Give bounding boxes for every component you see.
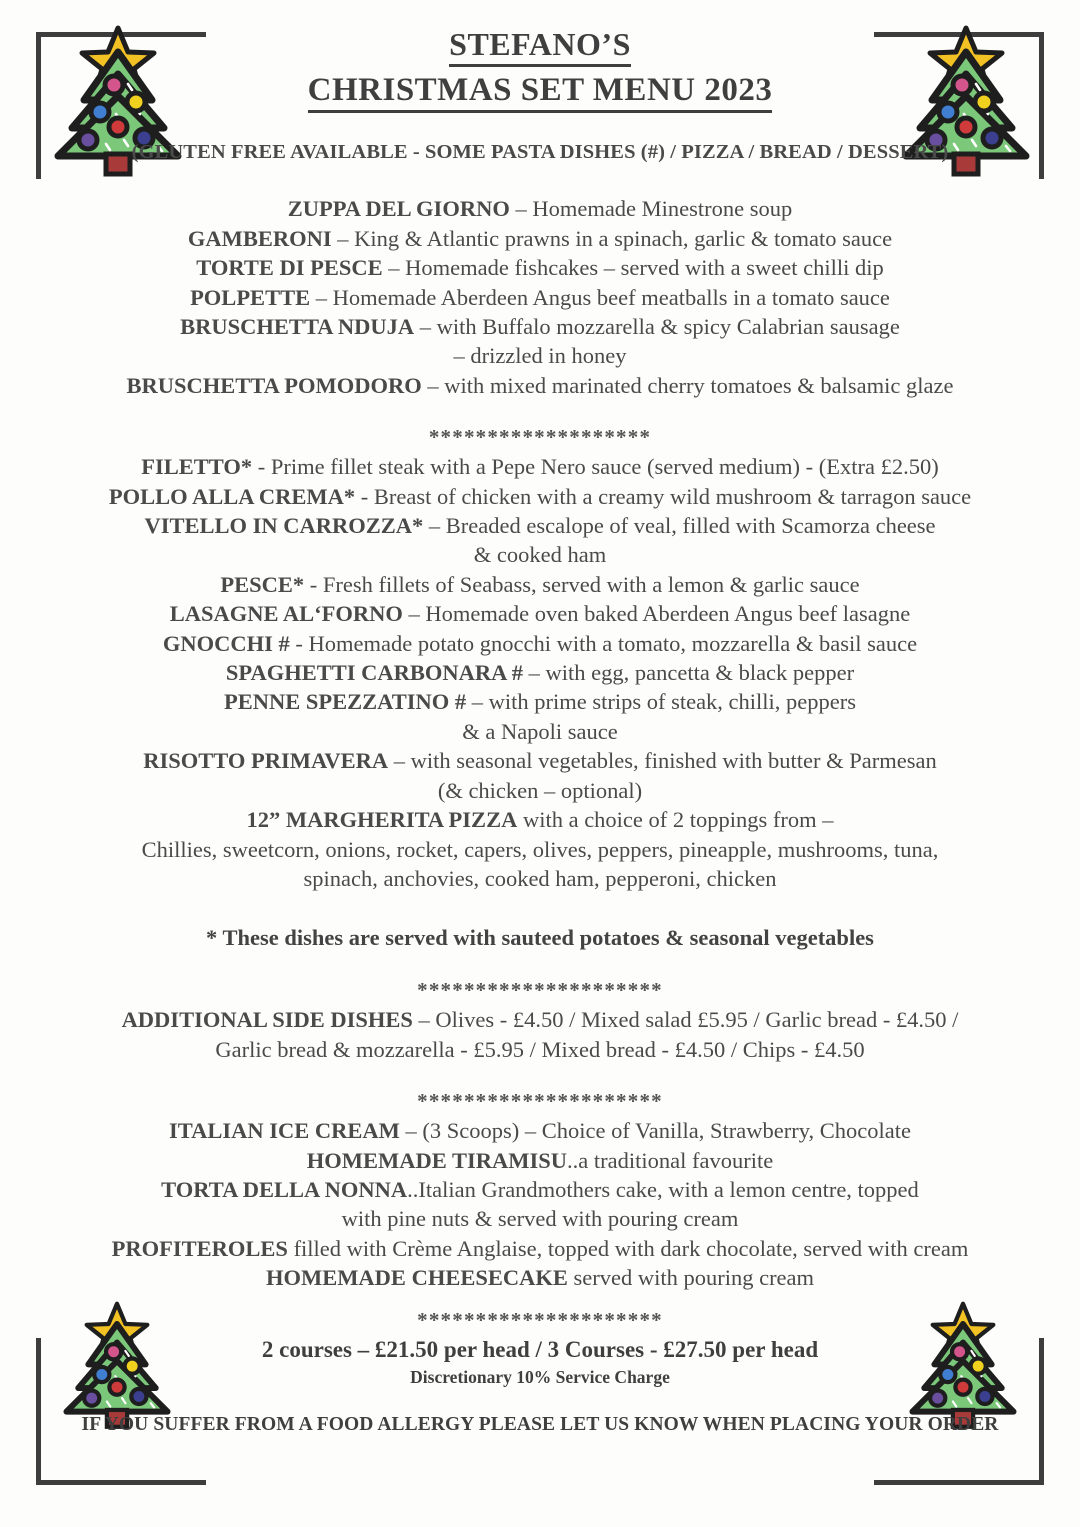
- menu-item: [0, 805, 1080, 834]
- dish-name: HOMEMADE CHEESECAKE: [265, 1265, 568, 1291]
- section-separator: *********************: [417, 1089, 663, 1114]
- dish-name: PENNE SPEZZATINO #: [223, 689, 467, 715]
- dish-description: - Prime fillet steak with a Pepe Nero sauce (served medium) - (Extra £2.50): [252, 454, 939, 480]
- menu-item: [0, 482, 1080, 511]
- menu-item-continuation: [0, 341, 1080, 370]
- menu-item: [0, 452, 1080, 481]
- section-separator: *********************: [417, 978, 663, 1003]
- dish-description: – (3 Scoops) – Choice of Vanilla, Strawberry, Chocolate: [399, 1118, 911, 1144]
- menu-item: [0, 1116, 1080, 1145]
- course-pricing: 2 courses – £21.50 per head / 3 Courses - £27.50 per head: [261, 1336, 819, 1362]
- sides-line-2: Garlic bread & mozzarella - £5.95 / Mixed bread - £4.50 / Chips - £4.50: [215, 1036, 865, 1062]
- dish-description: with pine nuts & served with pouring cream: [341, 1206, 739, 1232]
- dish-description: – with egg, pancetta & black pepper: [523, 660, 855, 686]
- menu-header: [0, 0, 1080, 113]
- sides-heading: ADDITIONAL SIDE DISHES: [121, 1007, 413, 1033]
- side-dishes-section: [0, 1005, 1080, 1064]
- menu-item: [0, 746, 1080, 775]
- dish-name: ITALIAN ICE CREAM: [169, 1118, 400, 1144]
- dish-description: served with pouring cream: [567, 1265, 815, 1291]
- dish-name: PESCE*: [220, 571, 305, 597]
- menu-item-continuation: [0, 776, 1080, 805]
- pizza-toppings-line: spinach, anchovies, cooked ham, pepperoni, chicken: [303, 865, 777, 891]
- menu-item: [0, 599, 1080, 628]
- sides-line-1: – Olives - £4.50 / Mixed salad £5.95 / Garlic bread - £4.50 /: [412, 1007, 959, 1033]
- section-separator: *********************: [417, 1307, 663, 1332]
- allergy-notice: IF YOU SUFFER FROM A FOOD ALLERGY PLEASE LET US KNOW WHEN PLACING YOUR ORDER: [81, 1413, 999, 1435]
- menu-item: [0, 658, 1080, 687]
- menu-item: [0, 253, 1080, 282]
- served-with-note: * These dishes are served with sauteed potatoes & seasonal vegetables: [206, 925, 874, 951]
- dish-description: – Homemade Aberdeen Angus beef meatballs in a tomato sauce: [310, 284, 890, 310]
- dish-description: & a Napoli sauce: [462, 718, 618, 744]
- dish-description: – Breaded escalope of veal, filled with Scamorza cheese: [423, 513, 936, 539]
- menu-item: [0, 1175, 1080, 1204]
- dish-description: – Homemade fishcakes – served with a sweet chilli dip: [382, 255, 884, 281]
- menu-item: [0, 511, 1080, 540]
- dish-description: – King & Atlantic prawns in a spinach, garlic & tomato sauce: [331, 225, 893, 251]
- dish-description: – Homemade oven baked Aberdeen Angus beef lasagne: [402, 601, 911, 627]
- dish-name: VITELLO IN CARROZZA*: [144, 513, 424, 539]
- dish-description: with a choice of 2 toppings from –: [517, 807, 834, 833]
- menu-item: [0, 1005, 1080, 1034]
- menu-item: [0, 194, 1080, 223]
- menu-item: [0, 1263, 1080, 1292]
- gluten-free-note: (GLUTEN FREE AVAILABLE - SOME PASTA DISHES (#) / PIZZA / BREAD / DESSERT): [131, 141, 949, 164]
- dish-description: & cooked ham: [473, 542, 607, 568]
- dish-description: – with prime strips of steak, chilli, peppers: [466, 689, 857, 715]
- menu-item-continuation: [0, 540, 1080, 569]
- dish-name: PROFITEROLES: [111, 1235, 288, 1261]
- dish-name: BRUSCHETTA POMODORO: [126, 372, 422, 398]
- menu-item: [0, 1234, 1080, 1263]
- dish-name: FILETTO*: [141, 454, 253, 480]
- section-separator: *******************: [428, 425, 652, 450]
- desserts-section: [0, 1116, 1080, 1292]
- dish-name: ZUPPA DEL GIORNO: [287, 196, 510, 222]
- dish-name: 12” MARGHERITA PIZZA: [246, 807, 518, 833]
- service-charge-note: Discretionary 10% Service Charge: [410, 1366, 670, 1387]
- dish-name: GAMBERONI: [187, 225, 332, 251]
- dish-description: – with mixed marinated cherry tomatoes & balsamic glaze: [421, 372, 954, 398]
- menu-item: [0, 371, 1080, 400]
- dish-name: POLLO ALLA CREMA*: [108, 483, 356, 509]
- menu-item: [0, 570, 1080, 599]
- starters-section: [0, 194, 1080, 400]
- dish-description: – drizzled in honey: [453, 343, 627, 369]
- dish-name: LASAGNE AL‘FORNO: [169, 601, 403, 627]
- dish-name: SPAGHETTI CARBONARA #: [225, 660, 523, 686]
- menu-title: CHRISTMAS SET MENU 2023: [308, 71, 773, 113]
- dish-description: ..Italian Grandmothers cake, with a lemon centre, topped: [407, 1176, 919, 1202]
- menu-item-continuation: [0, 717, 1080, 746]
- dish-name: GNOCCHI #: [162, 630, 290, 656]
- dish-name: POLPETTE: [190, 284, 311, 310]
- dish-description: ..a traditional favourite: [567, 1147, 774, 1173]
- dish-name: TORTA DELLA NONNA: [161, 1176, 408, 1202]
- dish-description: - Homemade potato gnocchi with a tomato, mozzarella & basil sauce: [289, 630, 918, 656]
- dish-name: TORTE DI PESCE: [196, 255, 383, 281]
- menu-item: [0, 283, 1080, 312]
- restaurant-name: STEFANO’S: [449, 26, 631, 67]
- menu-item-continuation: [0, 1204, 1080, 1233]
- dish-name: HOMEMADE TIRAMISU: [306, 1147, 568, 1173]
- dish-description: – with Buffalo mozzarella & spicy Calabrian sausage: [414, 314, 900, 339]
- menu-item: [0, 629, 1080, 658]
- dish-description: – with seasonal vegetables, finished with butter & Parmesan: [388, 748, 937, 774]
- menu-item: [0, 312, 1080, 341]
- dish-description: - Breast of chicken with a creamy wild mushroom & tarragon sauce: [355, 483, 972, 509]
- dish-description: (& chicken – optional): [437, 777, 643, 803]
- menu-item: [0, 224, 1080, 253]
- dish-name: RISOTTO PRIMAVERA: [143, 748, 389, 774]
- pizza-toppings-line: Chillies, sweetcorn, onions, rocket, capers, olives, peppers, pineapple, mushrooms, tuna,: [141, 836, 939, 862]
- main-courses-section: [0, 452, 1080, 893]
- dish-description: filled with Crème Anglaise, topped with dark chocolate, served with cream: [287, 1235, 969, 1261]
- dish-description: – Homemade Minestrone soup: [509, 196, 793, 222]
- dish-name: BRUSCHETTA NDUJA: [180, 314, 415, 339]
- menu-item: [0, 1146, 1080, 1175]
- menu-item: [0, 687, 1080, 716]
- dish-description: - Fresh fillets of Seabass, served with a lemon & garlic sauce: [304, 571, 860, 597]
